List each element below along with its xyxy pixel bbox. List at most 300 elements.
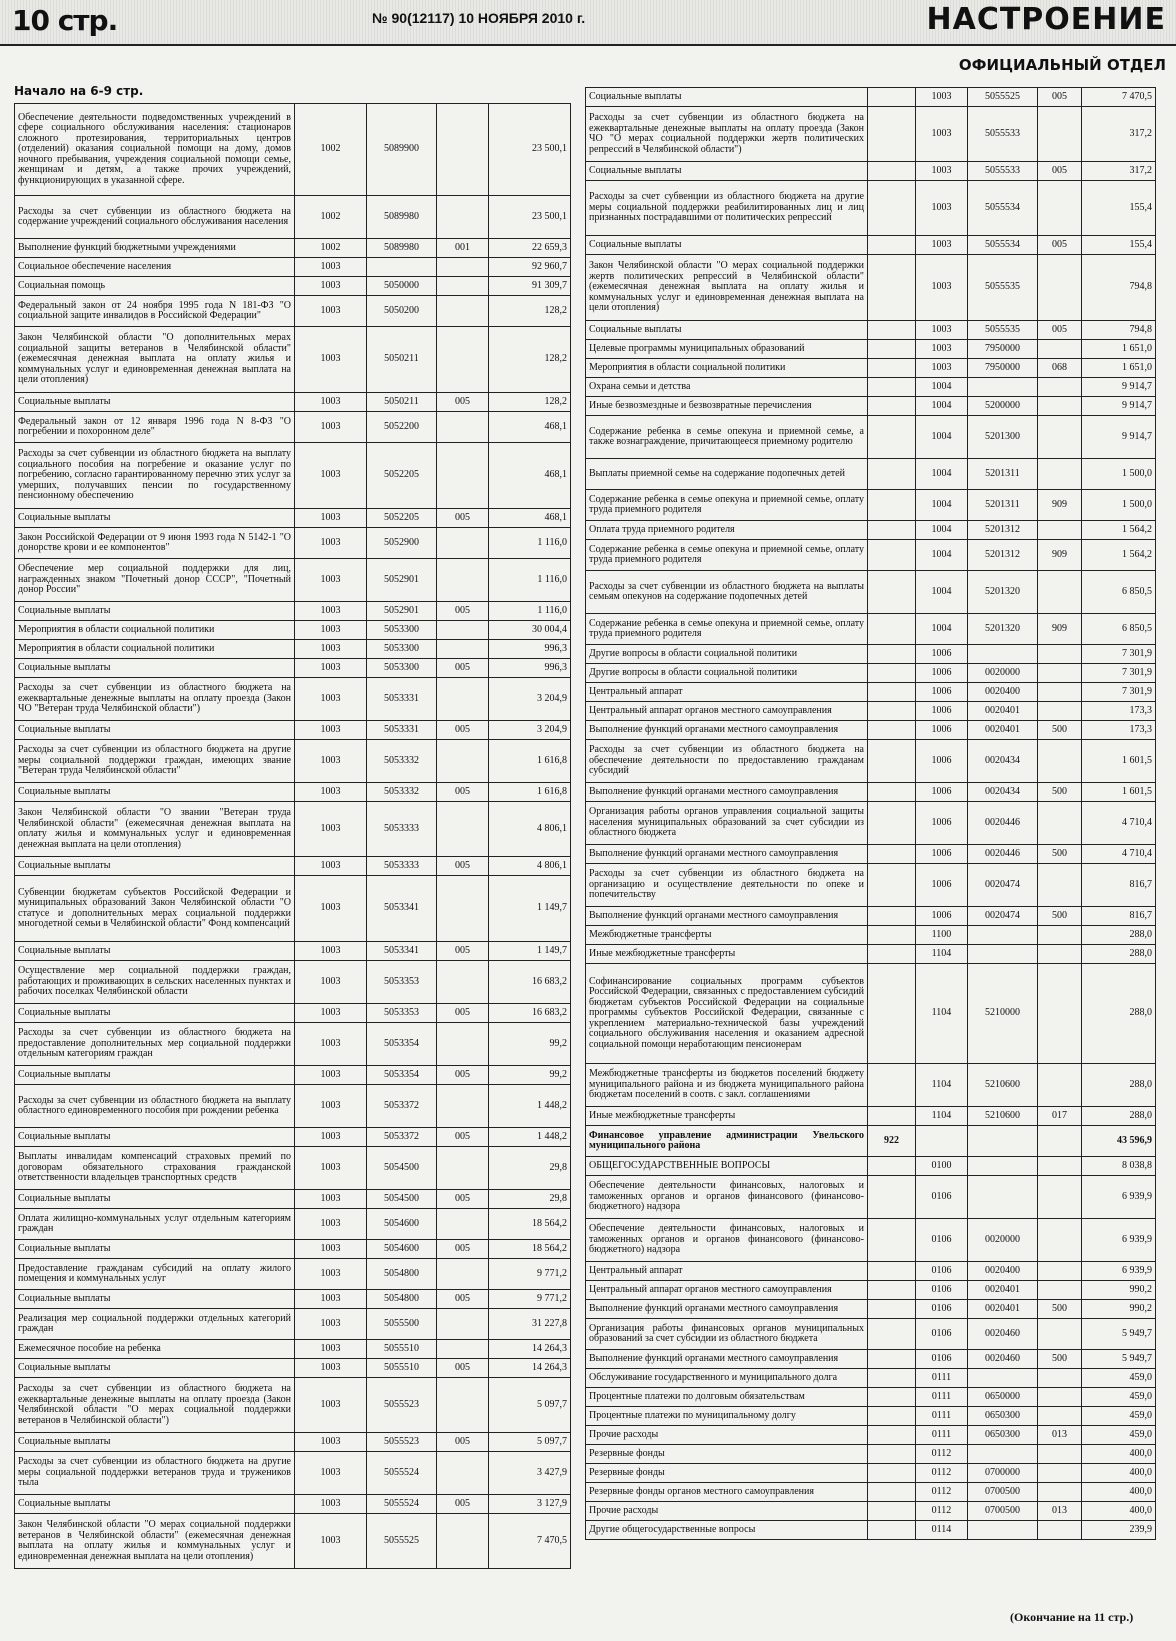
section-code: 1003 (295, 1128, 367, 1147)
section-code: 1003 (295, 1085, 367, 1128)
expense-type: 005 (437, 659, 489, 678)
department-code (868, 1157, 916, 1176)
table-row (586, 1126, 1156, 1157)
expense-type: 005 (437, 1495, 489, 1514)
article-code: 5055510 (367, 1359, 437, 1378)
amount: 99,2 (489, 1023, 571, 1066)
budget-table-right (585, 87, 1156, 1540)
item-name: Центральный аппарат органов местного самоуправления (586, 1281, 868, 1300)
item-name: Содержание ребенка в семье опекуна и приемной семье, оплату труда приемного родителя (586, 490, 868, 521)
table-row (586, 1064, 1156, 1107)
article-code: 5050000 (367, 277, 437, 296)
amount: 7 301,9 (1082, 683, 1156, 702)
section-code: 1004 (916, 521, 968, 540)
department-code (868, 645, 916, 664)
amount: 996,3 (489, 659, 571, 678)
expense-type: 005 (437, 1240, 489, 1259)
expense-type: 005 (1038, 162, 1082, 181)
table-row (15, 412, 571, 443)
table-row (15, 602, 571, 621)
table-row (586, 645, 1156, 664)
item-name: Выполнение функций органами местного самоуправления (586, 783, 868, 802)
article-code: 0020401 (968, 1281, 1038, 1300)
table-row (586, 945, 1156, 964)
expense-type (437, 640, 489, 659)
amount: 173,3 (1082, 721, 1156, 740)
article-code: 0650300 (968, 1426, 1038, 1445)
section-code: 0106 (916, 1176, 968, 1219)
table-row (586, 416, 1156, 459)
table-row (15, 640, 571, 659)
article-code: 5055523 (367, 1378, 437, 1433)
department-code (868, 802, 916, 845)
expense-type (437, 1340, 489, 1359)
amount: 1 601,5 (1082, 783, 1156, 802)
section-code: 0111 (916, 1388, 968, 1407)
department-code (868, 1483, 916, 1502)
table-row (15, 1147, 571, 1190)
table-row (586, 571, 1156, 614)
department-code (868, 1350, 916, 1369)
item-name: Расходы за счет субвенции из областного бюджета на выплату областного единовременного пособия при рождении ребенка (15, 1085, 295, 1128)
expense-type (1038, 1219, 1082, 1262)
article-code: 0700000 (968, 1464, 1038, 1483)
amount: 3 204,9 (489, 721, 571, 740)
table-row (15, 1309, 571, 1340)
table-row (586, 907, 1156, 926)
expense-type (1038, 397, 1082, 416)
article-code: 5052205 (367, 443, 437, 509)
section-code: 1003 (295, 659, 367, 678)
section-code: 1003 (295, 1514, 367, 1569)
table-row (586, 1157, 1156, 1176)
item-name: Социальные выплаты (15, 1190, 295, 1209)
newspaper-brand: НАСТРОЕНИЕ (926, 2, 1166, 37)
section-title: ОФИЦИАЛЬНЫЙ ОТДЕЛ (958, 56, 1166, 74)
item-name: Социальные выплаты (586, 162, 868, 181)
amount: 155,4 (1082, 236, 1156, 255)
section-code: 0111 (916, 1426, 968, 1445)
expense-type (1038, 1281, 1082, 1300)
amount: 128,2 (489, 393, 571, 412)
expense-type (437, 1309, 489, 1340)
expense-type (437, 1023, 489, 1066)
article-code: 5052901 (367, 559, 437, 602)
department-code (868, 359, 916, 378)
item-name: Закон Челябинской области "О звании "Ветеран труда Челябинской области" (ежемесячная денежная выплата на оплату жилья и коммунальных услуг и единовременная денежная выплата на цели отопления) (15, 802, 295, 857)
article-code (968, 1176, 1038, 1219)
article-code: 5055534 (968, 236, 1038, 255)
section-code: 1003 (295, 783, 367, 802)
table-row (586, 1464, 1156, 1483)
article-code: 5201311 (968, 490, 1038, 521)
department-code (868, 783, 916, 802)
item-name: Социальные выплаты (15, 1433, 295, 1452)
article-code: 5053353 (367, 961, 437, 1004)
section-code: 1004 (916, 490, 968, 521)
section-code: 0106 (916, 1350, 968, 1369)
section-code: 1003 (295, 1209, 367, 1240)
table-row (586, 397, 1156, 416)
article-code: 0020000 (968, 1219, 1038, 1262)
expense-type (1038, 926, 1082, 945)
section-code: 1003 (916, 359, 968, 378)
amount: 3 204,9 (489, 678, 571, 721)
table-row (586, 664, 1156, 683)
department-code (868, 1319, 916, 1350)
table-row (15, 1259, 571, 1290)
amount: 1 116,0 (489, 528, 571, 559)
section-code: 1003 (295, 1495, 367, 1514)
section-code: 1003 (295, 509, 367, 528)
article-code: 5089900 (367, 104, 437, 196)
section-code: 1003 (295, 412, 367, 443)
item-name: Ежемесячное пособие на ребенка (15, 1340, 295, 1359)
section-code: 1003 (916, 107, 968, 162)
expense-type (1038, 1445, 1082, 1464)
article-code: 0020401 (968, 721, 1038, 740)
department-code (868, 1502, 916, 1521)
expense-type (1038, 378, 1082, 397)
department-code (868, 490, 916, 521)
article-code: 0020400 (968, 683, 1038, 702)
article-code: 7950000 (968, 340, 1038, 359)
article-code: 5053372 (367, 1128, 437, 1147)
table-row (15, 443, 571, 509)
amount: 1 448,2 (489, 1085, 571, 1128)
section-code: 1003 (295, 961, 367, 1004)
continued-from-note: Начало на 6-9 стр. (14, 84, 144, 98)
expense-type: 005 (437, 1004, 489, 1023)
department-code (868, 459, 916, 490)
item-name: Федеральный закон от 24 ноября 1995 года N 181-ФЗ "О социальной защите инвалидов в Российской Федерации" (15, 296, 295, 327)
article-code: 5054800 (367, 1259, 437, 1290)
article-code: 5053354 (367, 1023, 437, 1066)
item-name: Мероприятия в области социальной политики (15, 621, 295, 640)
expense-type: 005 (437, 1433, 489, 1452)
section-code: 1003 (295, 1147, 367, 1190)
item-name: Закон Челябинской области "О мерах социальной поддержки жертв политических репрессий в Челябинской области" (ежемесячная денежная выплата на оплату жилья и коммунальных услуг и единовременная денежная выплата на цели отопления) (586, 255, 868, 321)
amount: 30 004,4 (489, 621, 571, 640)
amount: 1 616,8 (489, 783, 571, 802)
item-name: Социальные выплаты (15, 393, 295, 412)
department-code (868, 397, 916, 416)
section-code: 1003 (295, 640, 367, 659)
table-row (586, 1281, 1156, 1300)
expense-type: 005 (437, 1290, 489, 1309)
article-code: 7950000 (968, 359, 1038, 378)
table-row (15, 1190, 571, 1209)
section-code: 1003 (916, 255, 968, 321)
article-code: 5055524 (367, 1452, 437, 1495)
amount: 9 914,7 (1082, 397, 1156, 416)
item-name: Центральный аппарат (586, 683, 868, 702)
expense-type (437, 1259, 489, 1290)
item-name: Выполнение функций бюджетными учреждениями (15, 239, 295, 258)
amount: 14 264,3 (489, 1359, 571, 1378)
amount: 459,0 (1082, 1369, 1156, 1388)
expense-type (1038, 1388, 1082, 1407)
section-code: 1006 (916, 845, 968, 864)
article-code: 5053332 (367, 740, 437, 783)
table-row (15, 559, 571, 602)
section-code: 1104 (916, 964, 968, 1064)
section-code: 0100 (916, 1157, 968, 1176)
table-row (586, 162, 1156, 181)
item-name: Оплата труда приемного родителя (586, 521, 868, 540)
item-name: Предоставление гражданам субсидий на оплату жилого помещения и коммунальных услуг (15, 1259, 295, 1290)
table-row (586, 1445, 1156, 1464)
department-code (868, 1300, 916, 1319)
amount: 468,1 (489, 443, 571, 509)
expense-type: 005 (437, 393, 489, 412)
item-name: Межбюджетные трансферты (586, 926, 868, 945)
table-row (15, 783, 571, 802)
table-row (586, 1388, 1156, 1407)
item-name: Социальные выплаты (15, 942, 295, 961)
item-name: Организация работы финансовых органов муниципальных образований за счет субсидии из областного бюджета (586, 1319, 868, 1350)
item-name: Социальные выплаты (15, 857, 295, 876)
expense-type (1038, 571, 1082, 614)
article-code: 0020474 (968, 907, 1038, 926)
item-name: Организация работы органов управления социальной защиты населения муниципальных образований за счет субсидии из областного бюджета (586, 802, 868, 845)
item-name: Социальные выплаты (15, 1004, 295, 1023)
section-code: 1003 (295, 1452, 367, 1495)
article-code (968, 1157, 1038, 1176)
section-code: 0112 (916, 1483, 968, 1502)
table-row (15, 621, 571, 640)
amount: 6 850,5 (1082, 571, 1156, 614)
department-code (868, 740, 916, 783)
section-code: 1006 (916, 802, 968, 845)
expense-type (1038, 521, 1082, 540)
section-code: 0114 (916, 1521, 968, 1540)
expense-type (1038, 1157, 1082, 1176)
expense-type (1038, 664, 1082, 683)
expense-type: 005 (437, 942, 489, 961)
department-code (868, 907, 916, 926)
expense-type: 500 (1038, 721, 1082, 740)
article-code (968, 1126, 1038, 1157)
table-row (586, 721, 1156, 740)
article-code: 5050211 (367, 327, 437, 393)
item-name: Прочие расходы (586, 1426, 868, 1445)
item-name: Обеспечение мер социальной поддержки для лиц, награжденных знаком "Почетный донор СССР", "Почетный донор России" (15, 559, 295, 602)
expense-type (437, 258, 489, 277)
section-code: 1003 (295, 1309, 367, 1340)
section-code: 0106 (916, 1281, 968, 1300)
table-row (15, 678, 571, 721)
section-code (916, 1126, 968, 1157)
expense-type (1038, 1064, 1082, 1107)
expense-type (1038, 964, 1082, 1064)
item-name: Расходы за счет субвенции из областного бюджета на ежеквартальные денежные выплаты на оплату проезда (Закон Челябинской области "О мерах социальной поддержки ветеранов в Челябинской области") (15, 1378, 295, 1433)
article-code: 5054800 (367, 1290, 437, 1309)
article-code: 5054600 (367, 1209, 437, 1240)
section-code: 1003 (295, 1433, 367, 1452)
section-code: 1006 (916, 683, 968, 702)
amount: 990,2 (1082, 1281, 1156, 1300)
amount: 4 806,1 (489, 857, 571, 876)
article-code: 5055534 (968, 181, 1038, 236)
table-row (586, 1219, 1156, 1262)
article-code (968, 1521, 1038, 1540)
section-code: 1003 (295, 258, 367, 277)
article-code: 0020460 (968, 1319, 1038, 1350)
article-code: 5055535 (968, 255, 1038, 321)
amount: 1 651,0 (1082, 340, 1156, 359)
article-code: 0020434 (968, 783, 1038, 802)
expense-type (437, 296, 489, 327)
department-code (868, 1521, 916, 1540)
article-code: 5055533 (968, 107, 1038, 162)
section-code: 1004 (916, 459, 968, 490)
section-code: 1003 (295, 1290, 367, 1309)
department-code (868, 1388, 916, 1407)
article-code: 5053333 (367, 802, 437, 857)
article-code (968, 1369, 1038, 1388)
expense-type: 013 (1038, 1426, 1082, 1445)
expense-type: 005 (437, 1128, 489, 1147)
expense-type (1038, 1176, 1082, 1219)
item-name: Финансовое управление администрации Увельского муниципального района (586, 1126, 868, 1157)
article-code: 5201300 (968, 416, 1038, 459)
article-code: 0020446 (968, 802, 1038, 845)
amount: 91 309,7 (489, 277, 571, 296)
item-name: Выполнение функций органами местного самоуправления (586, 1300, 868, 1319)
item-name: Расходы за счет субвенции из областного бюджета на другие меры социальной поддержки реабилитированных лиц и лиц признанных пострадавшими от политических репрессий (586, 181, 868, 236)
table-row (15, 1514, 571, 1569)
article-code: 0020474 (968, 864, 1038, 907)
article-code: 0020401 (968, 1300, 1038, 1319)
item-name: Выполнение функций органами местного самоуправления (586, 721, 868, 740)
department-code (868, 664, 916, 683)
item-name: Осуществление мер социальной поддержки граждан, работающих и проживающих в сельских населенных пунктах и рабочих поселках Челябинской области (15, 961, 295, 1004)
article-code: 5210000 (968, 964, 1038, 1064)
section-code: 1003 (295, 1259, 367, 1290)
department-code (868, 321, 916, 340)
article-code: 5054600 (367, 1240, 437, 1259)
table-row (586, 1262, 1156, 1281)
article-code: 5053372 (367, 1085, 437, 1128)
table-row (586, 802, 1156, 845)
section-code: 1003 (916, 236, 968, 255)
expense-type (1038, 945, 1082, 964)
amount: 92 960,7 (489, 258, 571, 277)
section-code: 1003 (295, 559, 367, 602)
department-code (868, 964, 916, 1064)
section-code: 1003 (295, 721, 367, 740)
amount: 1 651,0 (1082, 359, 1156, 378)
item-name: Расходы за счет субвенции из областного бюджета на обеспечение деятельности по предоставлению гражданам субсидий (586, 740, 868, 783)
item-name: ОБЩЕГОСУДАРСТВЕННЫЕ ВОПРОСЫ (586, 1157, 868, 1176)
expense-type: 005 (1038, 321, 1082, 340)
table-row (15, 327, 571, 393)
department-code (868, 1107, 916, 1126)
item-name: Социальные выплаты (15, 659, 295, 678)
expense-type: 909 (1038, 490, 1082, 521)
expense-type: 005 (437, 509, 489, 528)
table-row (586, 255, 1156, 321)
expense-type: 500 (1038, 1300, 1082, 1319)
amount: 288,0 (1082, 1064, 1156, 1107)
item-name: Межбюджетные трансферты из бюджетов поселений бюджету муниципального района и из бюджета муниципального района бюджетам поселений в соотв. с закл. соглашениями (586, 1064, 868, 1107)
article-code (968, 378, 1038, 397)
expense-type: 005 (437, 721, 489, 740)
amount: 1 116,0 (489, 602, 571, 621)
section-code: 0106 (916, 1219, 968, 1262)
amount: 43 596,9 (1082, 1126, 1156, 1157)
item-name: Расходы за счет субвенции из областного бюджета на предоставление дополнительных мер социальной поддержки отдельным категориям граждан (15, 1023, 295, 1066)
expense-type: 068 (1038, 359, 1082, 378)
table-row (15, 740, 571, 783)
section-code: 1003 (295, 621, 367, 640)
expense-type (437, 1452, 489, 1495)
amount: 14 264,3 (489, 1340, 571, 1359)
expense-type (437, 528, 489, 559)
section-code: 1002 (295, 239, 367, 258)
table-row (586, 1483, 1156, 1502)
section-code: 1003 (295, 277, 367, 296)
article-code: 5053300 (367, 659, 437, 678)
department-code (868, 571, 916, 614)
department-code (868, 1464, 916, 1483)
amount: 400,0 (1082, 1445, 1156, 1464)
table-row (15, 857, 571, 876)
item-name: Процентные платежи по муниципальному долгу (586, 1407, 868, 1426)
item-name: Социальные выплаты (15, 1359, 295, 1378)
item-name: Социальные выплаты (15, 1495, 295, 1514)
section-code: 1004 (916, 378, 968, 397)
expense-type: 005 (1038, 88, 1082, 107)
item-name: Расходы за счет субвенции из областного бюджета на выплаты семьям опекунов на содержание подопечных детей (586, 571, 868, 614)
article-code: 5200000 (968, 397, 1038, 416)
expense-type (1038, 416, 1082, 459)
table-row (15, 1452, 571, 1495)
article-code: 0700500 (968, 1502, 1038, 1521)
amount: 1 500,0 (1082, 490, 1156, 521)
item-name: Расходы за счет субвенции из областного бюджета на другие меры социальной поддержки ветеранов труда и тружеников тыла (15, 1452, 295, 1495)
item-name: Содержание ребенка в семье опекуна и приемной семье, оплату труда приемного родителя (586, 614, 868, 645)
item-name: Выполнение функций органами местного самоуправления (586, 907, 868, 926)
amount: 1 149,7 (489, 942, 571, 961)
table-row (15, 659, 571, 678)
continued-to-note: (Окончание на 11 стр.) (1010, 1610, 1134, 1624)
item-name: Другие вопросы в области социальной политики (586, 645, 868, 664)
table-row (15, 802, 571, 857)
section-code: 1006 (916, 783, 968, 802)
table-row (586, 359, 1156, 378)
department-code (868, 864, 916, 907)
article-code: 5053331 (367, 721, 437, 740)
item-name: Иные межбюджетные трансферты (586, 1107, 868, 1126)
amount: 1 564,2 (1082, 521, 1156, 540)
amount: 996,3 (489, 640, 571, 659)
amount: 816,7 (1082, 907, 1156, 926)
amount: 173,3 (1082, 702, 1156, 721)
expense-type: 500 (1038, 845, 1082, 864)
item-name: Мероприятия в области социальной политики (586, 359, 868, 378)
expense-type (437, 327, 489, 393)
masthead (0, 0, 1176, 46)
amount: 468,1 (489, 509, 571, 528)
article-code: 5052200 (367, 412, 437, 443)
department-code (868, 683, 916, 702)
article-code: 5055533 (968, 162, 1038, 181)
table-row (586, 783, 1156, 802)
article-code: 0020401 (968, 702, 1038, 721)
expense-type: 500 (1038, 1350, 1082, 1369)
